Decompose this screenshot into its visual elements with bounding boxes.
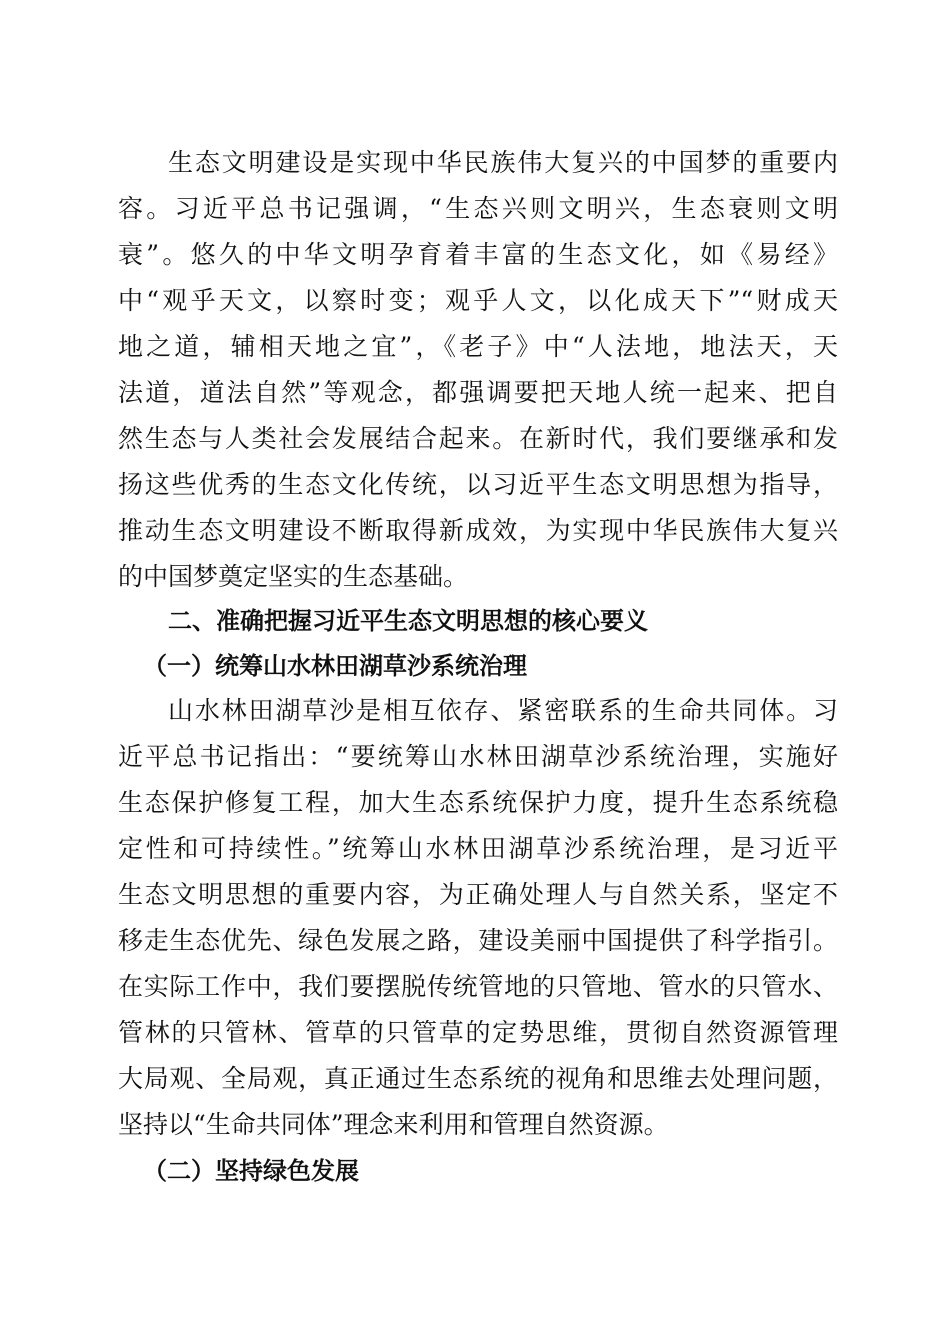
paragraph-2-line-5: 生态文明思想的重要内容，为正确处理人与自然关系，坚定不 (118, 880, 838, 909)
section-heading: 二、准确把握习近平生态文明思想的核心要义 (168, 607, 648, 635)
paragraph-1-line-5: 地之道，辅相天地之宜”，《老子》中“人法地，地法天，天 (118, 332, 838, 361)
paragraph-2-line-1: 山水林田湖草沙是相互依存、紧密联系的生命共同体。习 (168, 696, 838, 725)
paragraph-2-line-10: 坚持以“生命共同体”理念来利用和管理自然资源。 (118, 1110, 669, 1139)
paragraph-2-line-9: 大局观、全局观，真正通过生态系统的视角和思维去处理问题， (118, 1064, 838, 1093)
paragraph-1-line-8: 扬这些优秀的生态文化传统，以习近平生态文明思想为指导， (118, 470, 838, 499)
paragraph-2-line-2: 近平总书记指出：“要统筹山水林田湖草沙系统治理，实施好 (118, 742, 838, 771)
paragraph-2-line-7: 在实际工作中，我们要摆脱传统管地的只管地、管水的只管水、 (118, 972, 838, 1001)
paragraph-2-line-8: 管林的只管林、管草的只管草的定势思维，贯彻自然资源管理 (118, 1018, 838, 1047)
paragraph-1-line-3: 衰”。悠久的中华文明孕育着丰富的生态文化，如《易经》 (118, 240, 838, 269)
paragraph-1-line-7: 然生态与人类社会发展结合起来。在新时代，我们要继承和发 (118, 424, 838, 453)
paragraph-1-line-6: 法道，道法自然”等观念，都强调要把天地人统一起来、把自 (118, 378, 838, 407)
paragraph-2-line-4: 定性和可持续性。”统筹山水林田湖草沙系统治理，是习近平 (118, 834, 838, 863)
paragraph-1-line-10: 的中国梦奠定坚实的生态基础。 (118, 562, 469, 591)
paragraph-1-line-9: 推动生态文明建设不断取得新成效，为实现中华民族伟大复兴 (118, 516, 838, 545)
paragraph-2-line-6: 移走生态优先、绿色发展之路，建设美丽中国提供了科学指引。 (118, 926, 838, 955)
paragraph-1-line-4: 中“观乎天文，以察时变；观乎人文，以化成天下”“财成天 (118, 286, 838, 315)
subheading-2: （二）坚持绿色发展 (143, 1156, 359, 1185)
paragraph-1-line-1: 生态文明建设是实现中华民族伟大复兴的中国梦的重要内 (168, 148, 838, 177)
paragraph-1-line-2: 容。习近平总书记强调，“生态兴则文明兴，生态衰则文明 (118, 194, 838, 223)
paragraph-2-line-3: 生态保护修复工程，加大生态系统保护力度，提升生态系统稳 (118, 788, 838, 817)
subheading-1: （一）统筹山水林田湖草沙系统治理 (143, 651, 527, 680)
